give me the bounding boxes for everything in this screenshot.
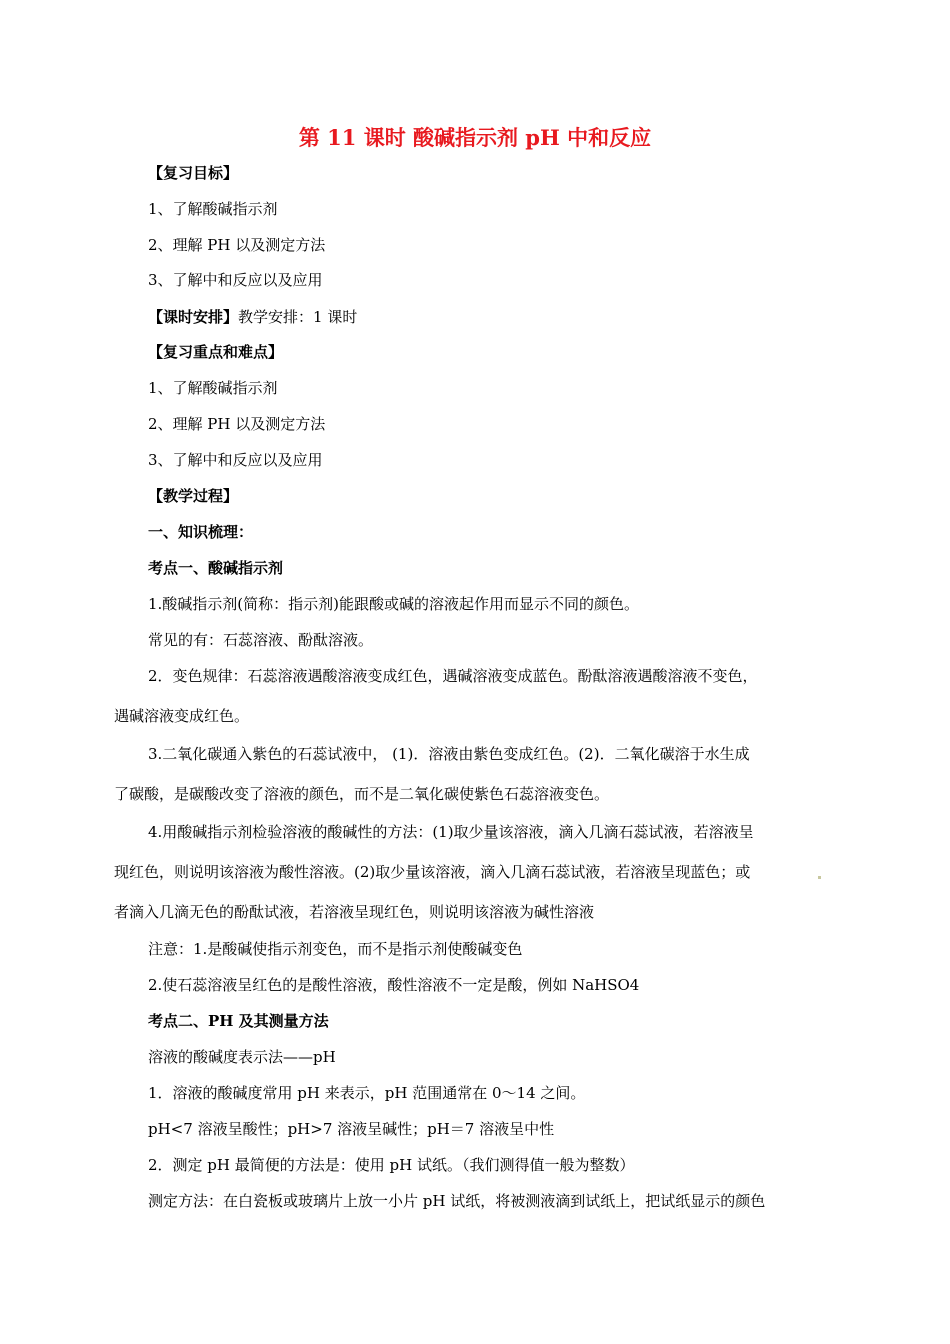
paragraph-line: 1.酸碱指示剂(简称：指示剂)能跟酸或碱的溶液起作用而显示不同的颜色。 (148, 595, 640, 613)
goal-item-2: 2、理解 PH 以及测定方法 (148, 236, 326, 254)
goal-item-1: 1、了解酸碱指示剂 (148, 200, 278, 218)
paragraph-line: 溶液的酸碱度表示法——pH (148, 1048, 336, 1066)
paragraph-line: pH<7 溶液呈酸性；pH>7 溶液呈碱性；pH＝7 溶液呈中性 (148, 1120, 555, 1138)
topic-2-heading: 考点二、PH 及其测量方法 (148, 1012, 329, 1030)
key-point-1: 1、了解酸碱指示剂 (148, 379, 278, 397)
paragraph-line: 者滴入几滴无色的酚酞试液，若溶液呈现红色，则说明该溶液为碱性溶液 (114, 903, 595, 921)
heading-key-points: 【复习重点和难点】 (148, 343, 284, 361)
scan-artifact-mark (818, 876, 821, 879)
paragraph-line: 现红色，则说明该溶液为酸性溶液。(2)取少量该溶液，滴入几滴石蕊试液，若溶液呈现蓝色；或 (114, 863, 751, 881)
paragraph-line: 测定方法：在白瓷板或玻璃片上放一小片 pH 试纸，将被测液滴到试纸上，把试纸显示的颜色 (148, 1192, 766, 1210)
key-point-3: 3、了解中和反应以及应用 (148, 451, 323, 469)
heading-schedule: 【课时安排】 (148, 308, 239, 326)
paragraph-line: 4.用酸碱指示剂检验溶液的酸碱性的方法：(1)取少量该溶液，滴入几滴石蕊试液，若溶液呈 (148, 823, 754, 841)
note-line-1: 注意：1.是酸碱使指示剂变色，而不是指示剂使酸碱变色 (148, 940, 523, 958)
paragraph-line: 常见的有：石蕊溶液、酚酞溶液。 (148, 631, 374, 649)
paragraph-line: 3.二氧化碳通入紫色的石蕊试液中， (1)．溶液由紫色变成红色。(2)．二氧化碳溶于水生成 (148, 745, 750, 763)
document-title: 第 11 课时 酸碱指示剂 pH 中和反应 (298, 125, 652, 150)
paragraph-line: 了碳酸，是碳酸改变了溶液的颜色，而不是二氧化碳使紫色石蕊溶液变色。 (114, 785, 610, 803)
goal-item-3: 3、了解中和反应以及应用 (148, 271, 323, 289)
schedule-text: 教学安排：1 课时 (238, 308, 358, 326)
heading-teaching-process: 【教学过程】 (148, 487, 239, 505)
topic-1-heading: 考点一、酸碱指示剂 (148, 559, 284, 577)
paragraph-line: 2．测定 pH 最简便的方法是：使用 pH 试纸。（我们测得值一般为整数） (148, 1156, 635, 1174)
paragraph-line: 遇碱溶液变成红色。 (114, 707, 250, 725)
paragraph-line: 2．变色规律：石蕊溶液遇酸溶液变成红色，遇碱溶液变成蓝色。酚酞溶液遇酸溶液不变色， (148, 667, 758, 685)
schedule-line (148, 307, 357, 327)
key-point-2: 2、理解 PH 以及测定方法 (148, 415, 326, 433)
section-knowledge-review: 一、知识梳理： (148, 523, 254, 541)
heading-review-goals: 【复习目标】 (148, 164, 239, 182)
paragraph-line: 1．溶液的酸碱度常用 pH 来表示，pH 范围通常在 0～14 之间。 (148, 1084, 586, 1102)
note-line-2: 2.使石蕊溶液呈红色的是酸性溶液，酸性溶液不一定是酸，例如 NaHSO4 (148, 976, 640, 994)
